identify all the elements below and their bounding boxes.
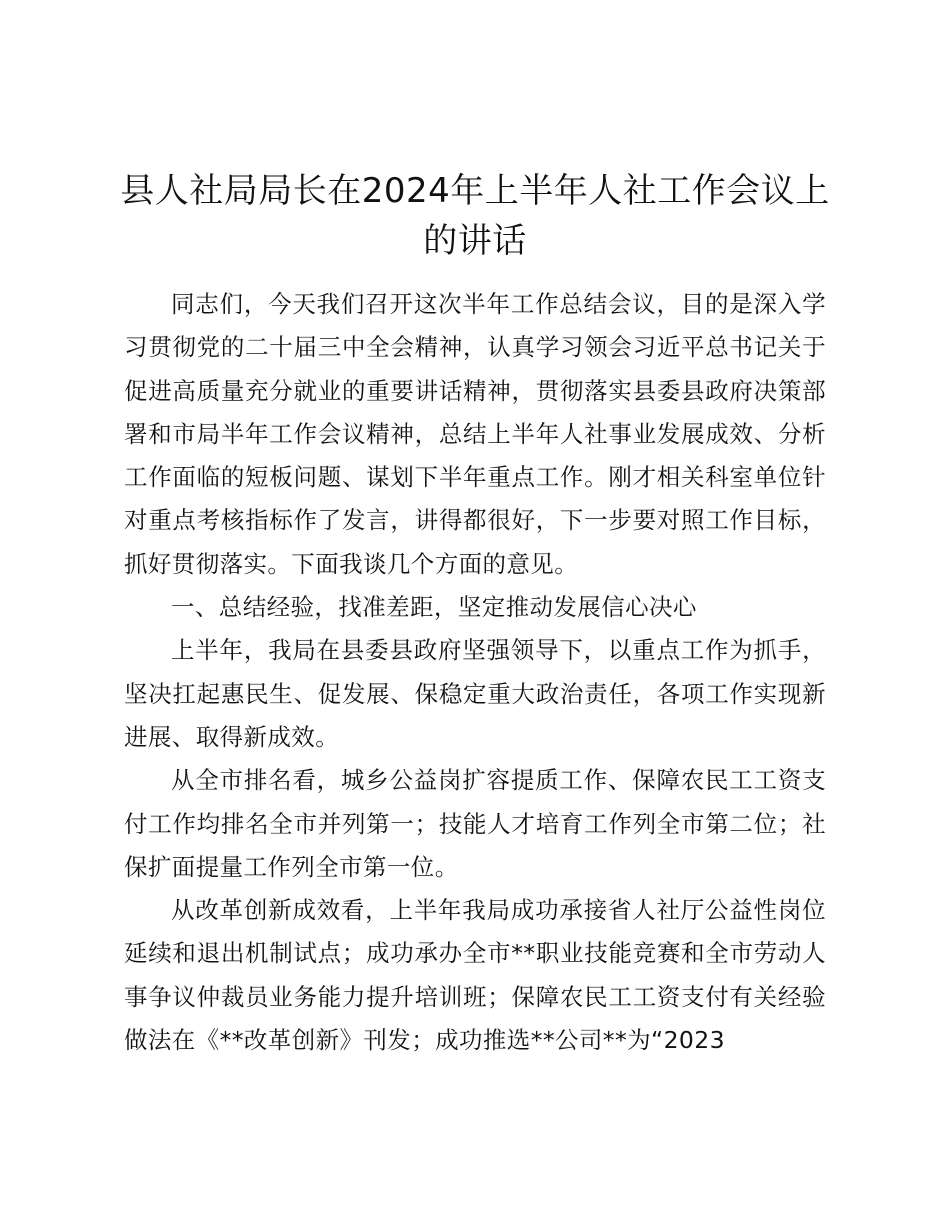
document-body <box>124 283 826 1062</box>
section-heading-one: 一、总结经验，找准差距，坚定推动发展信心决心 <box>171 593 697 622</box>
document-title: 县人社局局长在2024年上半年人社工作会议上的讲话 <box>120 171 830 261</box>
paragraph-first-half-summary: 上半年，我局在县委县政府坚强领导下，以重点工作为抓手，坚决扛起惠民生、促发展、保稳定重大政治责任，各项工作实现新进展、取得新成效。 <box>124 636 826 751</box>
paragraph-opening: 同志们，今天我们召开这次半年工作总结会议，目的是深入学习贯彻党的二十届三中全会精神，认真学习领会习近平总书记关于促进高质量充分就业的重要讲话精神，贯彻落实县委县政府决策部署和市局半年工作会议精神，总结上半年人社事业发展成效、分析工作面临的短板问题、谋划下半年重点工作。刚才相关科室单位针对重点考核指标作了发言，讲得都很好，下一步要对照工作目标，抓好贯彻落实。下面我谈几个方面的意见。 <box>124 290 826 578</box>
paragraph-city-ranking: 从全市排名看，城乡公益岗扩容提质工作、保障农民工工资支付工作均排名全市并列第一；技能人才培育工作列全市第二位；社保扩面提量工作列全市第一位。 <box>124 766 826 881</box>
paragraph-reform-results: 从改革创新成效看，上半年我局成功承接省人社厅公益性岗位延续和退出机制试点；成功承办全市**职业技能竞赛和全市劳动人事争议仲裁员业务能力提升培训班；保障农民工工资支付有关经验做法在《**改革创新》刊发；成功推选**公司**为“2023 <box>124 896 826 1055</box>
